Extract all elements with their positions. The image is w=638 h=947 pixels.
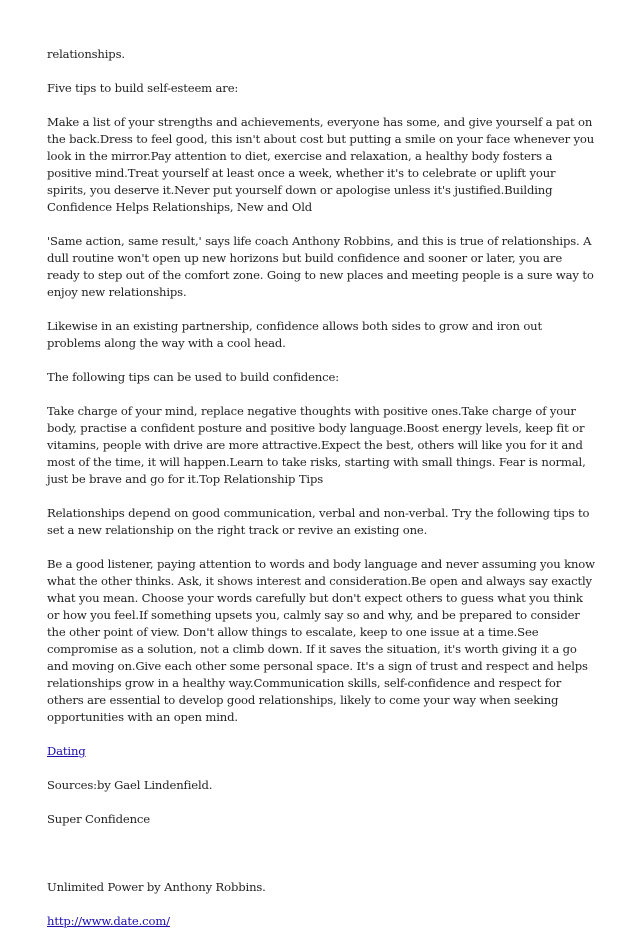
paragraph-relationship-tips: Be a good listener, paying attention to words and body language and never assuming you know what the other thinks. Ask, it shows interest and consideration.Be open and always say exactly what you mean. Choose your words carefully but don't expect others to guess what you think or how you feel.If something upsets you, calmly say so and why, and be prepared to consider the other point of view. Don't allow things to escalate, keep to one issue at a time.See compromise as a solution, not a climb down. If it saves the situation, it's worth giving it a go and moving on.Give each other some personal space. It's a sign of trust and respect and helps relationships grow in a healthy way.Communication skills, self-confidence and respect for others are essential to develop good relationships, likely to come your way when seeking opportunities with an open mind. [47,557,595,724]
dating-paragraph [47,743,595,760]
url-paragraph [47,913,595,930]
document-page [47,46,595,947]
blank-spacer [47,845,595,879]
super-confidence-line: Super Confidence [47,812,150,826]
paragraph-self-esteem-tips: Make a list of your strengths and achievements, everyone has some, and give yourself a pat on the back.Dress to feel good, this isn't about cost but putting a smile on your face whenever you look in the mirror.Pay attention to diet, exercise and relaxation, a healthy body fosters a positive mind.Treat yourself at least once a week, whether it's to celebrate or uplift your spirits, you deserve it.Never put yourself down or apologise unless it's justified.Building Confidence Helps Relationships, New and Old [47,115,595,214]
paragraph-same-action-quote: 'Same action, same result,' says life coach Anthony Robbins, and this is true of relationships. A dull routine won't open up new horizons but build confidence and sooner or later, you are ready to step out of the comfort zone. Going to new places and meeting people is a sure way to enjoy new relationships. [47,234,594,299]
paragraph-existing-partnership: Likewise in an existing partnership, confidence allows both sides to grow and iron out problems along the way with a cool head. [47,319,543,350]
unlimited-power-line: Unlimited Power by Anthony Robbins. [47,880,266,894]
dating-link[interactable]: Dating [47,744,86,758]
sources-line: Sources:by Gael Lindenfield. [47,778,213,792]
paragraph-relationships: relationships. [47,47,125,61]
paragraph-confidence-tips: Take charge of your mind, replace negative thoughts with positive ones.Take charge of your body, practise a confident posture and positive body language.Boost energy levels, keep fit or vitamins, people with drive are more attractive.Expect the best, others will like you for it and most of the time, it will happen.Learn to take risks, starting with small things. Fear is normal, just be brave and go for it.Top Relationship Tips [47,404,586,486]
paragraph-five-tips-heading: Five tips to build self-esteem are: [47,81,239,95]
paragraph-communication-intro: Relationships depend on good communication, verbal and non-verbal. Try the following tips to set a new relationship on the right track or revive an existing one. [47,506,590,537]
paragraph-confidence-tips-heading: The following tips can be used to build confidence: [47,370,339,384]
date-com-link[interactable]: http://www.date.com/ [47,914,170,928]
